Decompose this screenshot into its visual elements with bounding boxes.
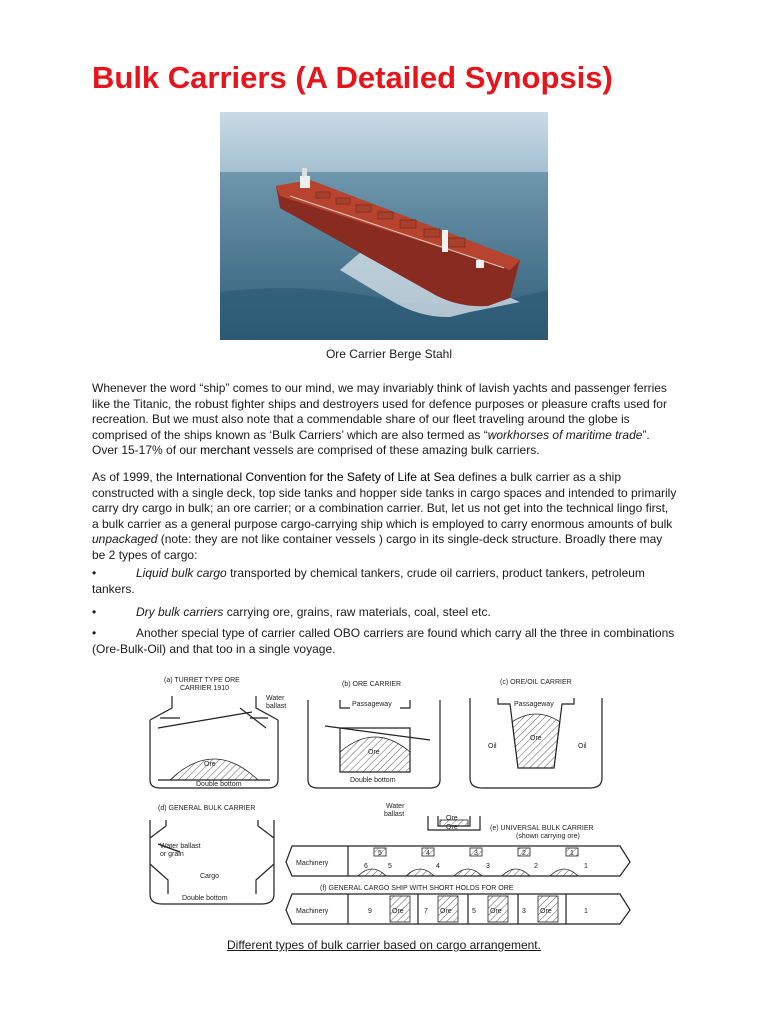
bullet-liquid-bulk <box>92 565 677 597</box>
solas-link[interactable]: International Convention for the Safety of Life at Sea <box>176 470 455 484</box>
label-ballast-1: ballast <box>266 703 287 710</box>
label-oil-left: Oil <box>488 743 497 750</box>
merchant-link[interactable]: merchant <box>200 443 251 457</box>
bullet-italic: Dry bulk carriers <box>136 605 224 619</box>
e-hold-label: 2 <box>522 850 526 857</box>
label-ore-b: Ore <box>368 749 380 756</box>
f-hold-label: 7 <box>424 908 428 915</box>
label-water-1: Water <box>266 695 285 702</box>
e-hold-label: 4 <box>436 863 440 870</box>
bullet-dry-bulk <box>92 604 677 620</box>
bullet-marker: • <box>92 566 97 580</box>
bullet-marker: • <box>92 626 97 640</box>
label-machinery-f: Machinery <box>296 908 329 915</box>
p2-text-c: (note: they are not like container vessels ) cargo in its single-deck structure. Broadly there may be 2 types of cargo: <box>92 532 663 562</box>
photo-caption <box>0 347 768 361</box>
label-ore-e1: Ore <box>446 815 458 822</box>
definition-paragraph <box>92 470 677 563</box>
p1-text-b: ”. Over 15-17% of our <box>92 427 650 457</box>
bullet-text: transported by chemical tankers, crude oil carriers, product tankers, petroleum tankers. <box>92 566 645 596</box>
label-e-title-1: (e) UNIVERSAL BULK CARRIER <box>490 825 594 832</box>
e-hold-label: 3 <box>486 863 490 870</box>
p2-text-b: defines a bulk carrier as a ship constructed with a single deck, top side tanks and hopper side tanks in cargo spaces and intended to primarily carry dry cargo in bulk; an ore carrier; or a combination carrier. But, let us not get into the technical lingo first, a bulk carrier as a general purpose cargo-carrying ship which is employed to carry enormous amounts of bulk <box>92 470 677 531</box>
e-hold-label: 4 <box>426 850 430 857</box>
p2-italic: unpackaged <box>92 532 158 546</box>
ship-photo <box>220 112 548 340</box>
e-hold-label: 1 <box>570 850 574 857</box>
bullet-text: Another special type of carrier called OBO carriers are found which carry all the three in combinations (Ore-Bulk-Oil) and that too in a single voyage. <box>92 626 675 656</box>
e-hold-label: 5 <box>388 863 392 870</box>
f-hold-label: Ore <box>490 908 502 915</box>
label-double-bottom-b: Double bottom <box>350 777 396 784</box>
bullet-marker: • <box>92 605 97 619</box>
f-hold-label: 1 <box>584 908 588 915</box>
label-double-bottom-d: Double bottom <box>182 895 228 902</box>
label-ore-e2: Ore <box>446 824 458 831</box>
label-f-title: (f) GENERAL CARGO SHIP WITH SHORT HOLDS FOR ORE <box>320 885 514 892</box>
label-water-2: Water <box>386 803 405 810</box>
e-hold-label: 2 <box>534 863 538 870</box>
label-passageway-b: Passageway <box>352 701 392 708</box>
e-hold-label: 6 <box>364 863 368 870</box>
figure-caption: Different types of bulk carrier based on cargo arrangement. <box>227 938 541 952</box>
label-cargo-d: Cargo <box>200 873 220 880</box>
label-passageway-c: Passageway <box>514 701 554 708</box>
bullet-italic: Liquid bulk cargo <box>136 566 227 580</box>
label-water-ballast-d: Water ballast <box>160 843 201 850</box>
label-d-title: (d) GENERAL BULK CARRIER <box>158 805 256 812</box>
label-double-bottom-a: Double bottom <box>196 781 242 788</box>
e-hold-label: 1 <box>584 863 588 870</box>
label-ore-c: Ore <box>530 735 542 742</box>
f-hold-label: Ore <box>392 908 404 915</box>
label-a-title-2: CARRIER 1910 <box>180 685 230 692</box>
f-hold-label: 5 <box>472 908 476 915</box>
e-hold-label: 3 <box>474 850 478 857</box>
label-e-title-2: (shown carrying ore) <box>516 833 580 840</box>
label-b-title: (b) ORE CARRIER <box>342 681 402 688</box>
label-oil-right: Oil <box>578 743 587 750</box>
bullet-obo <box>92 625 677 657</box>
label-machinery-e: Machinery <box>296 860 329 867</box>
p1-text-a: Whenever the word “ship” comes to our mind, we may invariably think of lavish yachts and passenger ferries like the Titanic, the robust fighter ships and destroyers used for defence purposes or pleasure crafts used for recreation. But we must also note that a commendable share of our fleet traveling around the globe is comprised of the ships known as ‘Bulk Carriers’ which are also termed as “ <box>92 381 667 442</box>
e-hold-label: 5 <box>378 850 382 857</box>
label-a-title-1: (a) TURRET TYPE ORE <box>164 677 240 684</box>
f-hold-label: Ore <box>440 908 452 915</box>
bulk-carrier-diagram <box>120 668 640 930</box>
p2-text-a: As of 1999, the <box>92 470 177 484</box>
label-c-title: (c) ORE/OIL CARRIER <box>500 679 572 686</box>
f-hold-label: 3 <box>522 908 526 915</box>
photo-caption-text: Ore Carrier Berge Stahl <box>325 347 453 361</box>
label-ballast-2: ballast <box>384 811 405 818</box>
page-title: Bulk Carriers (A Detailed Synopsis) <box>92 60 613 95</box>
label-or-grain-d: or grain <box>160 851 184 858</box>
p1-italic: workhorses of maritime trade <box>487 427 643 442</box>
f-hold-label: 9 <box>368 908 372 915</box>
bullet-text: carrying ore, grains, raw materials, coal, steel etc. <box>223 605 491 619</box>
label-ore-a: Ore <box>204 761 216 768</box>
f-hold-label: Ore <box>540 908 552 915</box>
p1-text-c: vessels are comprised of these amazing bulk carriers. <box>250 443 540 457</box>
intro-paragraph <box>92 381 677 459</box>
